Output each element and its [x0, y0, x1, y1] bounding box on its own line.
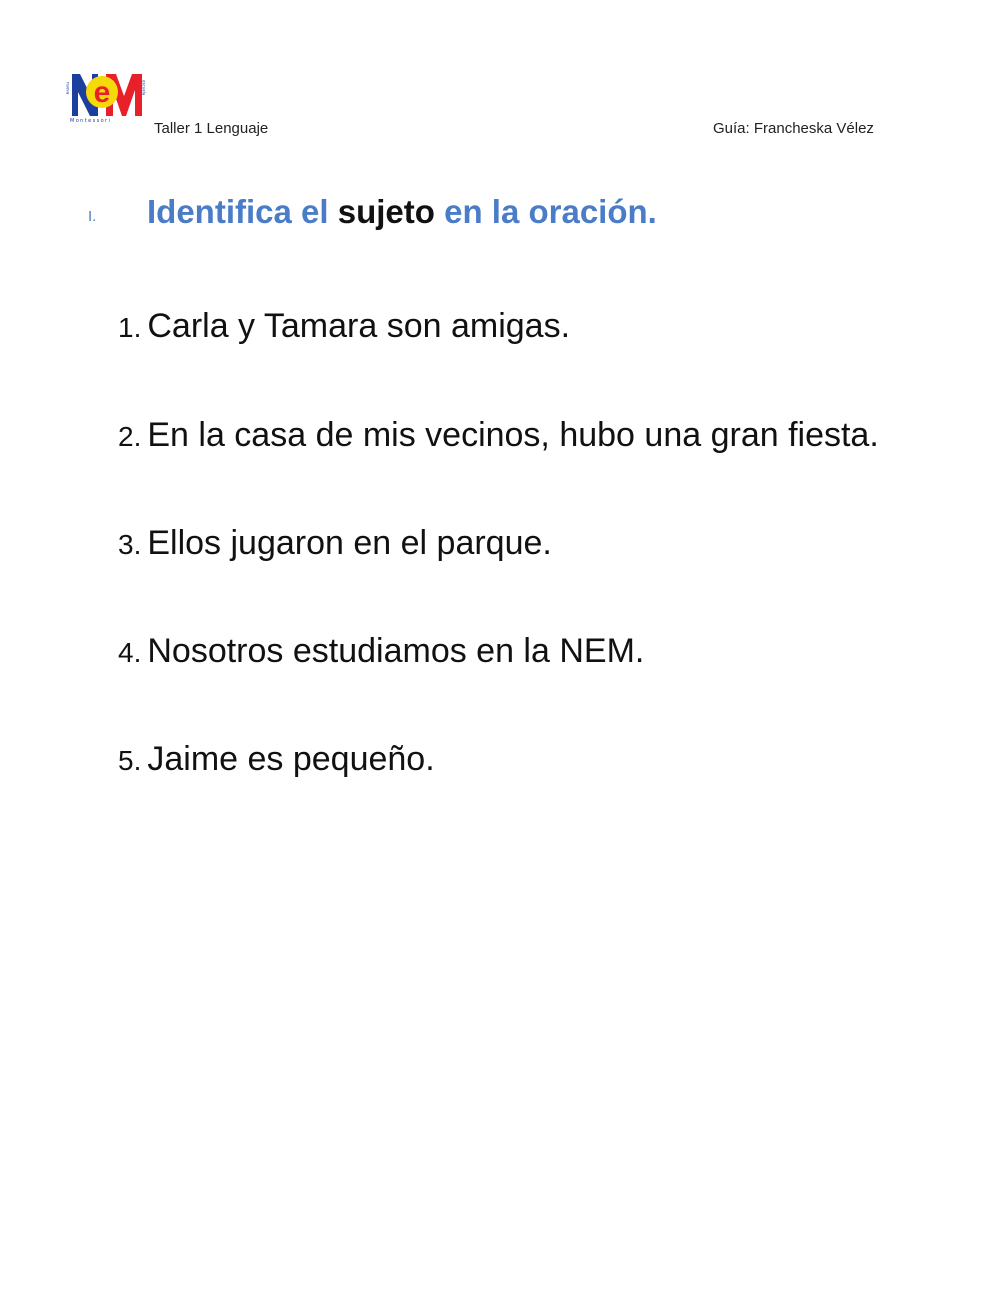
workshop-title: Taller 1 Lenguaje: [154, 120, 269, 137]
svg-text:escuela: escuela: [141, 80, 146, 96]
svg-text:e: e: [93, 76, 111, 109]
list-item: [118, 306, 570, 348]
item-number: 3.: [118, 529, 142, 560]
item-text: En la casa de mis vecinos, hubo una gran fiesta.: [147, 416, 879, 454]
school-logo: [66, 72, 146, 124]
list-item: [118, 739, 435, 781]
list-item: [118, 523, 552, 565]
section-title: [147, 192, 657, 232]
item-text: Ellos jugaron en el parque.: [147, 524, 552, 562]
item-number: 4.: [118, 637, 142, 668]
svg-text:nueva: nueva: [66, 82, 71, 95]
item-number: 1.: [118, 312, 142, 343]
item-text: Carla y Tamara son amigas.: [147, 307, 571, 345]
title-part-1: Identifica el: [147, 193, 329, 230]
item-text: Nosotros estudiamos en la NEM.: [147, 632, 645, 670]
guide-name: Guía: Francheska Vélez: [713, 120, 874, 137]
item-number: 5.: [118, 745, 142, 776]
item-number: 2.: [118, 421, 142, 452]
list-item: [118, 631, 644, 673]
title-part-3: en la oración.: [444, 193, 657, 230]
svg-text:Montessori: Montessori: [70, 118, 112, 124]
item-text: Jaime es pequeño.: [147, 740, 435, 778]
section-number: I.: [88, 208, 97, 225]
list-item: [118, 415, 879, 457]
title-keyword: sujeto: [337, 193, 435, 230]
